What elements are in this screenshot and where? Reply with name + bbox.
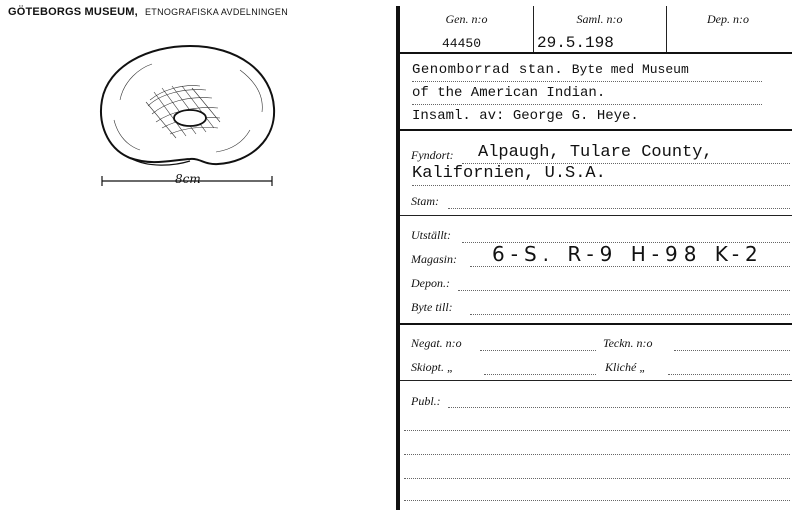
- ruled-line: [404, 500, 790, 501]
- fyndort-line2: Kalifornien, U.S.A.: [412, 164, 606, 183]
- ruled-line: [674, 350, 790, 351]
- ruled-line: [668, 374, 790, 375]
- ruled-line: [484, 374, 596, 375]
- magasin-value: 6-S. R-9 H-98 K-2: [492, 242, 764, 266]
- row-line: [400, 52, 792, 54]
- description-line1b: Byte med Museum: [571, 62, 689, 77]
- ruled-line: [458, 290, 790, 291]
- skiopt-label: Skiopt. „: [411, 360, 454, 374]
- fyndort-line1: Alpaugh, Tulare County,: [478, 143, 713, 162]
- stone-illustration: [101, 46, 274, 165]
- kliche-label: Kliché „: [605, 360, 646, 374]
- dep-label: Dep. n:o: [707, 12, 749, 26]
- stam-label: Stam:: [411, 194, 439, 208]
- ruled-line: [404, 478, 790, 479]
- ruled-line: [470, 266, 790, 267]
- ruled-line: [412, 185, 790, 186]
- row-line: [400, 323, 792, 325]
- utstallt-label: Utställt:: [411, 228, 452, 242]
- row-line: [400, 380, 792, 381]
- publ-label: Publ.:: [411, 394, 441, 408]
- description-line2: of the American Indian.: [412, 85, 606, 101]
- ruled-line: [412, 104, 762, 105]
- saml-value: 29.5.198: [537, 34, 614, 52]
- byte-label: Byte till:: [411, 300, 453, 314]
- saml-label: Saml. n:o: [576, 12, 623, 26]
- ruled-line: [412, 81, 762, 82]
- museum-name: GÖTEBORGS MUSEUM,: [8, 6, 138, 18]
- depon-label: Depon.:: [411, 276, 450, 290]
- museum-header: [8, 6, 288, 18]
- ruled-line: [448, 208, 790, 209]
- row-line: [400, 215, 792, 216]
- teckn-label: Teckn. n:o: [603, 336, 653, 350]
- magasin-label: Magasin:: [411, 252, 457, 266]
- description-line1a: Genomborrad stan.: [412, 62, 564, 78]
- department-name: ETNOGRAFISKA AVDELNINGEN: [144, 7, 289, 17]
- fyndort-label: Fyndort:: [411, 148, 454, 162]
- ruled-line: [404, 430, 790, 431]
- scale-label: 8cm: [175, 172, 201, 186]
- row-line: [400, 129, 792, 131]
- negat-label: Negat. n:o: [411, 336, 462, 350]
- description: [412, 58, 689, 128]
- ruled-line: [462, 163, 790, 164]
- card-divider: [396, 6, 400, 510]
- ruled-line: [470, 314, 790, 315]
- gen-value: 44450: [442, 36, 482, 51]
- ruled-line: [480, 350, 596, 351]
- ruled-line: [448, 407, 790, 408]
- description-line3: Insaml. av: George G. Heye.: [412, 108, 639, 124]
- ruled-line: [404, 454, 790, 455]
- gen-label: Gen. n:o: [445, 12, 488, 26]
- object-drawing: [90, 40, 290, 190]
